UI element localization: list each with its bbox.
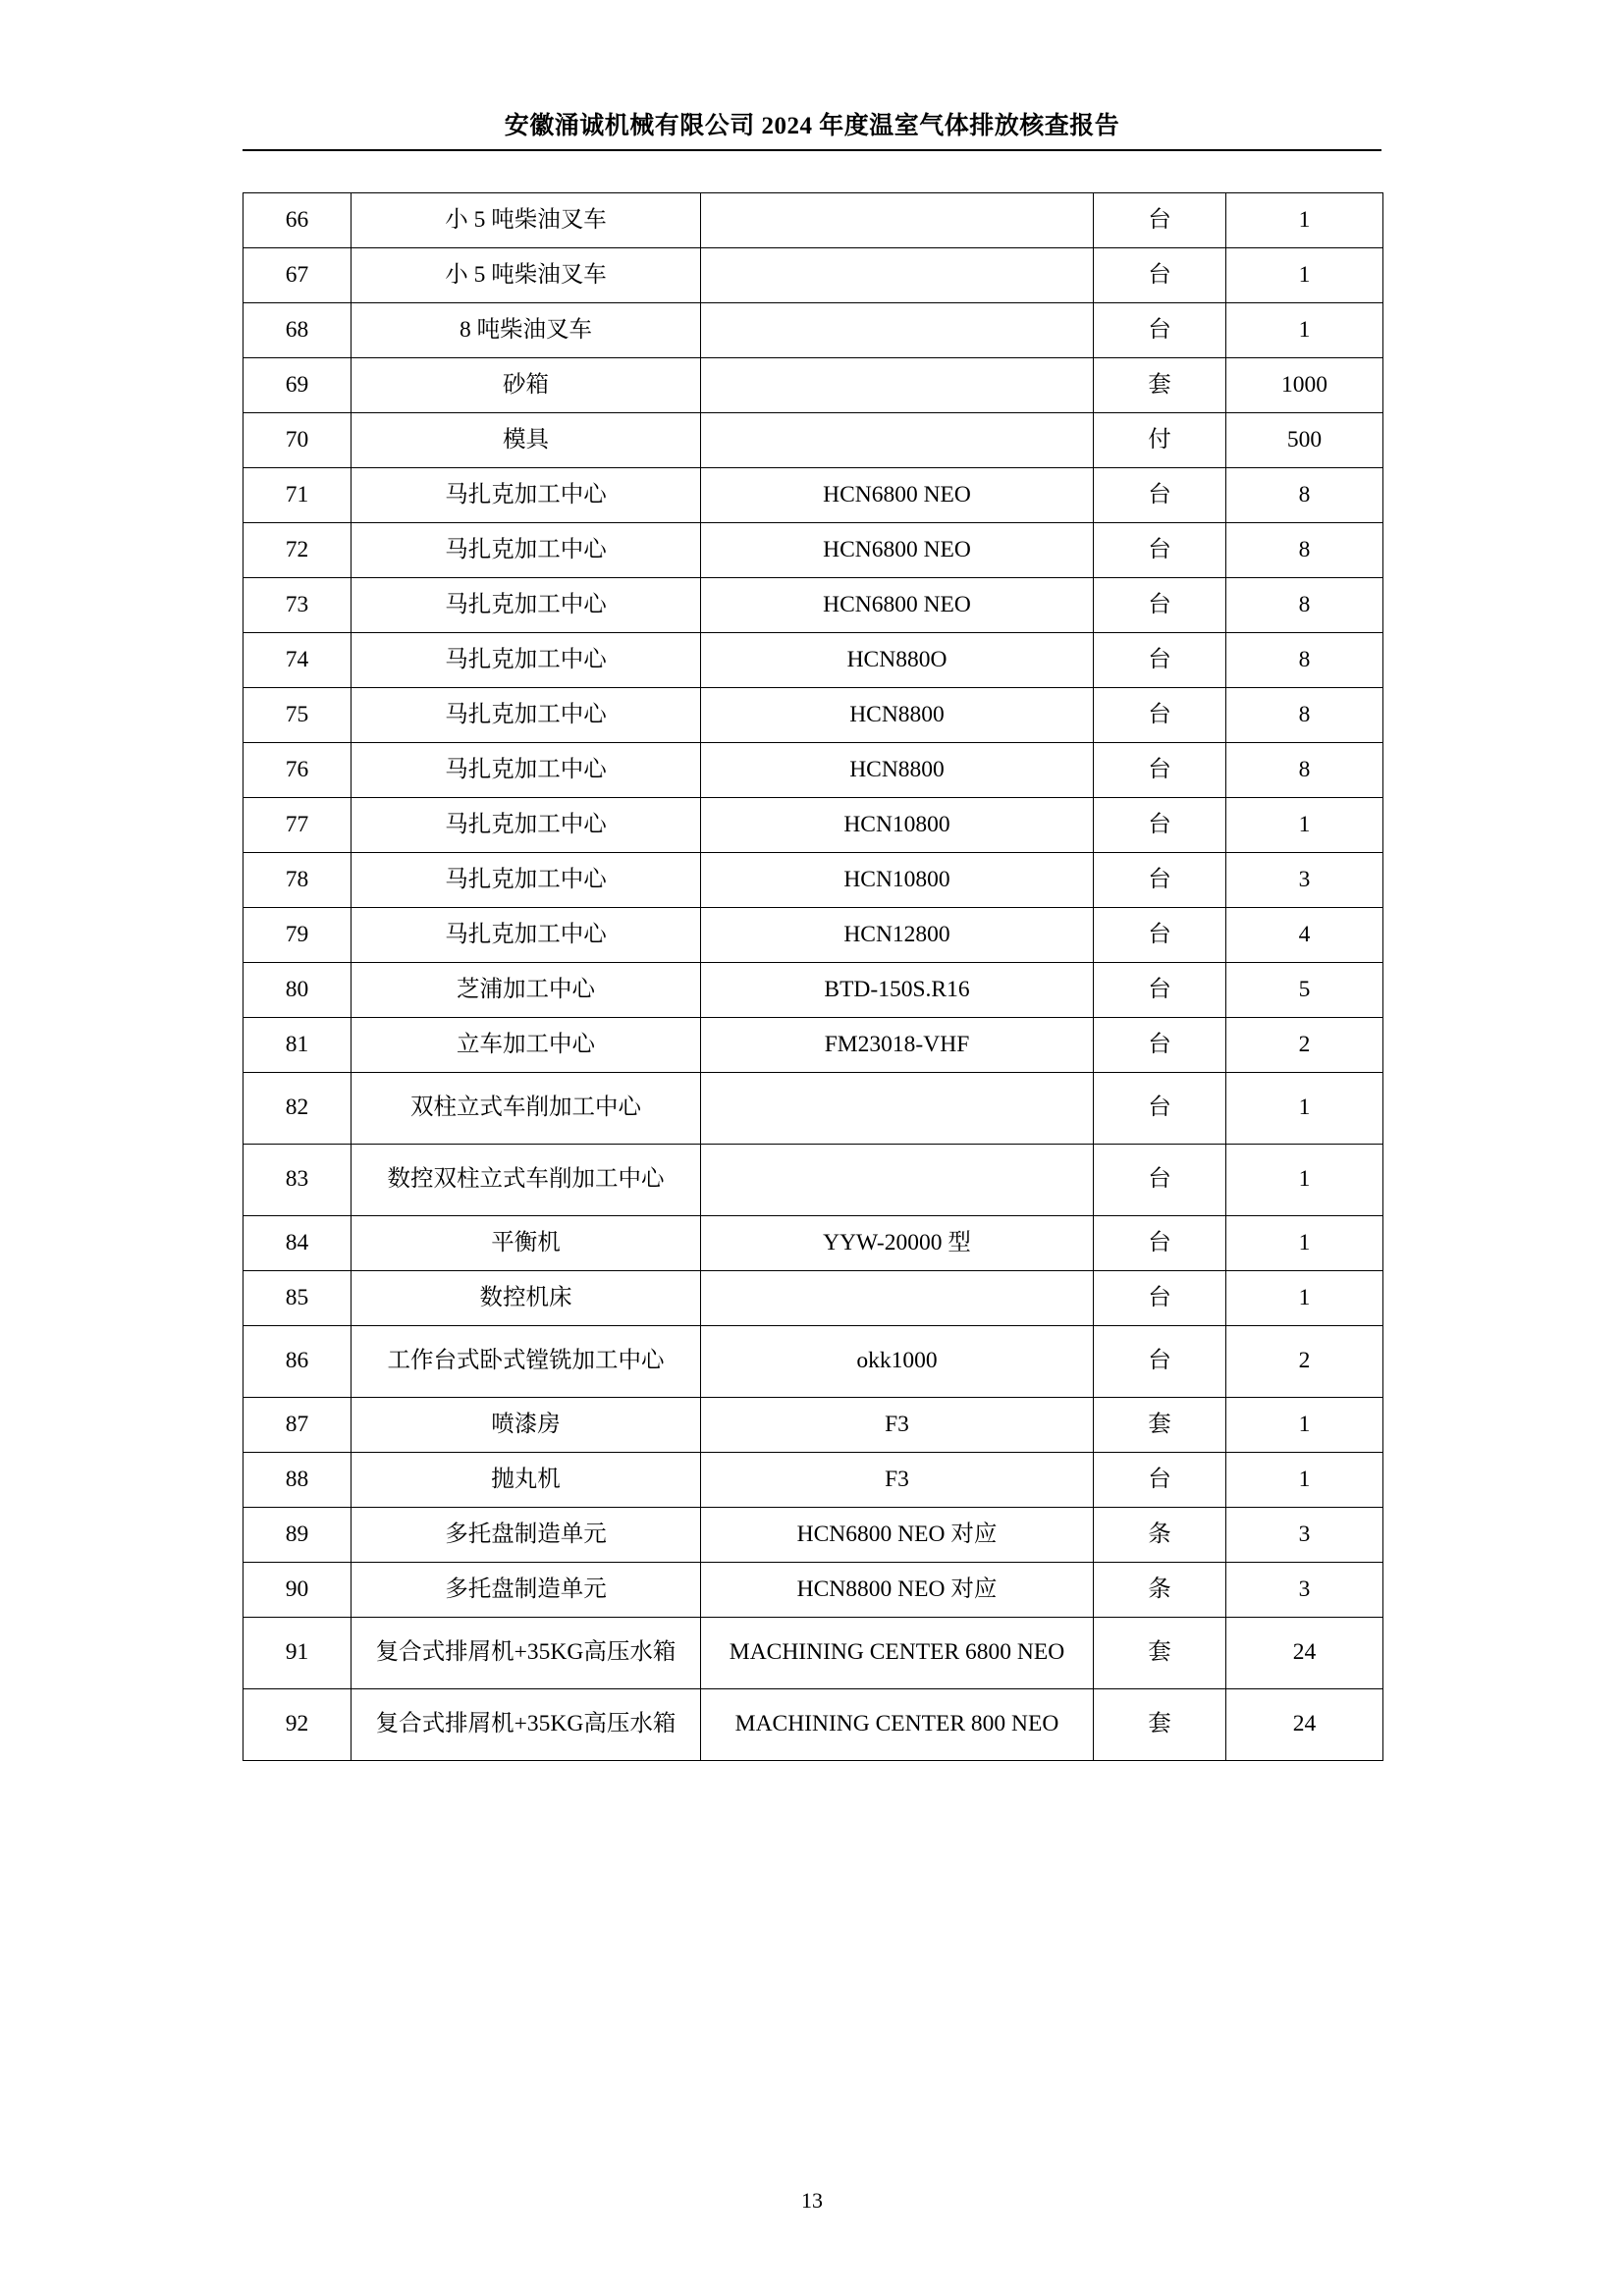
equipment-number: 82: [244, 1073, 352, 1145]
equipment-unit: 台: [1094, 193, 1226, 248]
equipment-name: 马扎克加工中心: [352, 688, 701, 743]
equipment-model: HCN6800 NEO: [701, 578, 1094, 633]
table-row: [244, 1326, 1383, 1398]
equipment-unit: 台: [1094, 1018, 1226, 1073]
equipment-number: 72: [244, 523, 352, 578]
equipment-unit: 台: [1094, 1326, 1226, 1398]
equipment-name: 双柱立式车削加工中心: [352, 1073, 701, 1145]
header-title: 安徽涌诚机械有限公司 2024 年度温室气体排放核查报告: [504, 113, 1120, 139]
page-header: [243, 106, 1381, 141]
equipment-name: 芝浦加工中心: [352, 963, 701, 1018]
equipment-unit: 台: [1094, 853, 1226, 908]
equipment-model: F3: [701, 1398, 1094, 1453]
equipment-model: BTD-150S.R16: [701, 963, 1094, 1018]
equipment-quantity: 5: [1226, 963, 1383, 1018]
equipment-quantity: 2: [1226, 1326, 1383, 1398]
equipment-name: 复合式排屑机+35KG高压水箱: [352, 1689, 701, 1761]
equipment-quantity: 24: [1226, 1618, 1383, 1689]
table-row: [244, 1618, 1383, 1689]
equipment-unit: 台: [1094, 688, 1226, 743]
equipment-quantity: 3: [1226, 853, 1383, 908]
table-row: [244, 1018, 1383, 1073]
equipment-unit: 台: [1094, 1216, 1226, 1271]
equipment-number: 70: [244, 413, 352, 468]
equipment-model: okk1000: [701, 1326, 1094, 1398]
equipment-quantity: 8: [1226, 468, 1383, 523]
table-row: [244, 578, 1383, 633]
equipment-name: 马扎克加工中心: [352, 468, 701, 523]
equipment-model: [701, 193, 1094, 248]
equipment-name: 多托盘制造单元: [352, 1563, 701, 1618]
equipment-model: HCN8800 NEO 对应: [701, 1563, 1094, 1618]
equipment-name: 砂箱: [352, 358, 701, 413]
equipment-model: [701, 358, 1094, 413]
equipment-table-container: [243, 192, 1382, 1761]
equipment-unit: 台: [1094, 1271, 1226, 1326]
equipment-quantity: 1: [1226, 798, 1383, 853]
equipment-name: 抛丸机: [352, 1453, 701, 1508]
equipment-quantity: 1: [1226, 193, 1383, 248]
equipment-name: 数控双柱立式车削加工中心: [352, 1145, 701, 1216]
equipment-unit: 台: [1094, 523, 1226, 578]
equipment-unit: 台: [1094, 248, 1226, 303]
table-row: [244, 1508, 1383, 1563]
equipment-number: 76: [244, 743, 352, 798]
equipment-model: MACHINING CENTER 800 NEO: [701, 1689, 1094, 1761]
equipment-name: 多托盘制造单元: [352, 1508, 701, 1563]
equipment-unit: 条: [1094, 1563, 1226, 1618]
equipment-quantity: 24: [1226, 1689, 1383, 1761]
table-row: [244, 523, 1383, 578]
equipment-quantity: 2: [1226, 1018, 1383, 1073]
equipment-name: 平衡机: [352, 1216, 701, 1271]
equipment-quantity: 3: [1226, 1563, 1383, 1618]
equipment-table: [243, 192, 1383, 1761]
equipment-unit: 台: [1094, 1073, 1226, 1145]
table-row: [244, 688, 1383, 743]
equipment-model: MACHINING CENTER 6800 NEO: [701, 1618, 1094, 1689]
equipment-unit: 台: [1094, 1453, 1226, 1508]
table-row: [244, 358, 1383, 413]
table-row: [244, 1398, 1383, 1453]
equipment-unit: 套: [1094, 1689, 1226, 1761]
equipment-number: 73: [244, 578, 352, 633]
equipment-name: 马扎克加工中心: [352, 853, 701, 908]
equipment-quantity: 1: [1226, 303, 1383, 358]
equipment-number: 88: [244, 1453, 352, 1508]
table-row: [244, 248, 1383, 303]
equipment-quantity: 3: [1226, 1508, 1383, 1563]
table-row: [244, 1689, 1383, 1761]
table-row: [244, 1216, 1383, 1271]
equipment-quantity: 8: [1226, 743, 1383, 798]
equipment-number: 66: [244, 193, 352, 248]
equipment-number: 75: [244, 688, 352, 743]
equipment-name: 数控机床: [352, 1271, 701, 1326]
equipment-number: 68: [244, 303, 352, 358]
equipment-name: 马扎克加工中心: [352, 908, 701, 963]
page-number: 13: [801, 2188, 823, 2213]
equipment-number: 89: [244, 1508, 352, 1563]
equipment-number: 84: [244, 1216, 352, 1271]
equipment-name: 工作台式卧式镗铣加工中心: [352, 1326, 701, 1398]
equipment-quantity: 8: [1226, 523, 1383, 578]
table-row: [244, 1563, 1383, 1618]
equipment-name: 模具: [352, 413, 701, 468]
table-row: [244, 908, 1383, 963]
equipment-number: 69: [244, 358, 352, 413]
equipment-unit: 台: [1094, 743, 1226, 798]
equipment-model: F3: [701, 1453, 1094, 1508]
equipment-number: 78: [244, 853, 352, 908]
equipment-quantity: 8: [1226, 633, 1383, 688]
table-row: [244, 1073, 1383, 1145]
equipment-number: 90: [244, 1563, 352, 1618]
equipment-number: 91: [244, 1618, 352, 1689]
equipment-unit: 台: [1094, 1145, 1226, 1216]
equipment-number: 74: [244, 633, 352, 688]
equipment-model: HCN6800 NEO: [701, 468, 1094, 523]
equipment-name: 马扎克加工中心: [352, 523, 701, 578]
equipment-unit: 台: [1094, 578, 1226, 633]
table-row: [244, 798, 1383, 853]
equipment-model: [701, 303, 1094, 358]
equipment-quantity: 1: [1226, 1398, 1383, 1453]
equipment-quantity: 1: [1226, 1073, 1383, 1145]
equipment-model: HCN6800 NEO 对应: [701, 1508, 1094, 1563]
equipment-quantity: 1: [1226, 248, 1383, 303]
table-row: [244, 1453, 1383, 1508]
equipment-quantity: 1: [1226, 1271, 1383, 1326]
equipment-quantity: 1: [1226, 1216, 1383, 1271]
equipment-number: 67: [244, 248, 352, 303]
table-row: [244, 1271, 1383, 1326]
equipment-name: 马扎克加工中心: [352, 633, 701, 688]
equipment-unit: 台: [1094, 633, 1226, 688]
table-row: [244, 468, 1383, 523]
equipment-name: 8 吨柴油叉车: [352, 303, 701, 358]
equipment-name: 马扎克加工中心: [352, 798, 701, 853]
equipment-model: HCN8800: [701, 743, 1094, 798]
equipment-number: 86: [244, 1326, 352, 1398]
equipment-unit: 台: [1094, 468, 1226, 523]
equipment-number: 92: [244, 1689, 352, 1761]
equipment-model: [701, 1271, 1094, 1326]
equipment-quantity: 1: [1226, 1145, 1383, 1216]
equipment-unit: 付: [1094, 413, 1226, 468]
equipment-name: 复合式排屑机+35KG高压水箱: [352, 1618, 701, 1689]
table-row: [244, 633, 1383, 688]
equipment-model: HCN10800: [701, 853, 1094, 908]
equipment-model: YYW-20000 型: [701, 1216, 1094, 1271]
table-row: [244, 743, 1383, 798]
table-row: [244, 853, 1383, 908]
equipment-number: 79: [244, 908, 352, 963]
equipment-unit: 套: [1094, 1398, 1226, 1453]
equipment-model: HCN12800: [701, 908, 1094, 963]
equipment-name: 马扎克加工中心: [352, 578, 701, 633]
equipment-name: 小 5 吨柴油叉车: [352, 248, 701, 303]
equipment-quantity: 500: [1226, 413, 1383, 468]
equipment-name: 喷漆房: [352, 1398, 701, 1453]
equipment-model: HCN6800 NEO: [701, 523, 1094, 578]
equipment-quantity: 1000: [1226, 358, 1383, 413]
equipment-name: 小 5 吨柴油叉车: [352, 193, 701, 248]
equipment-unit: 台: [1094, 908, 1226, 963]
equipment-model: HCN8800: [701, 688, 1094, 743]
equipment-number: 87: [244, 1398, 352, 1453]
equipment-unit: 条: [1094, 1508, 1226, 1563]
equipment-model: [701, 413, 1094, 468]
equipment-name: 立车加工中心: [352, 1018, 701, 1073]
equipment-quantity: 4: [1226, 908, 1383, 963]
equipment-number: 81: [244, 1018, 352, 1073]
equipment-name: 马扎克加工中心: [352, 743, 701, 798]
equipment-model: [701, 248, 1094, 303]
equipment-unit: 台: [1094, 963, 1226, 1018]
equipment-unit: 台: [1094, 798, 1226, 853]
equipment-number: 83: [244, 1145, 352, 1216]
table-row: [244, 303, 1383, 358]
table-row: [244, 1145, 1383, 1216]
equipment-model: FM23018-VHF: [701, 1018, 1094, 1073]
table-row: [244, 413, 1383, 468]
equipment-number: 77: [244, 798, 352, 853]
header-divider: [243, 149, 1381, 151]
equipment-model: [701, 1145, 1094, 1216]
equipment-quantity: 1: [1226, 1453, 1383, 1508]
table-row: [244, 963, 1383, 1018]
equipment-number: 71: [244, 468, 352, 523]
equipment-unit: 套: [1094, 1618, 1226, 1689]
equipment-unit: 台: [1094, 303, 1226, 358]
equipment-number: 80: [244, 963, 352, 1018]
table-row: [244, 193, 1383, 248]
equipment-number: 85: [244, 1271, 352, 1326]
equipment-model: [701, 1073, 1094, 1145]
equipment-unit: 套: [1094, 358, 1226, 413]
equipment-model: HCN10800: [701, 798, 1094, 853]
equipment-quantity: 8: [1226, 578, 1383, 633]
equipment-quantity: 8: [1226, 688, 1383, 743]
equipment-model: HCN880O: [701, 633, 1094, 688]
